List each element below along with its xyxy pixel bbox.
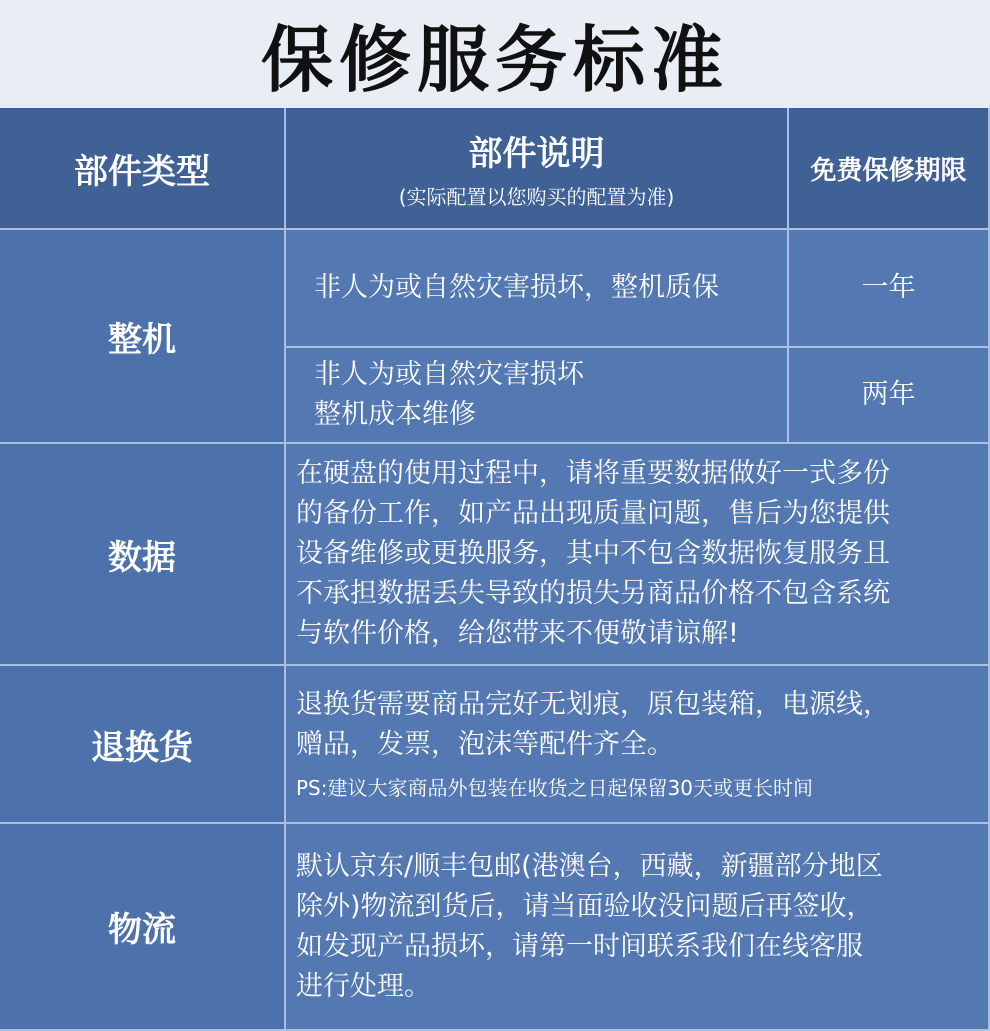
- machine-period-2-label: 两年: [861, 379, 916, 410]
- header-part-type: [0, 108, 286, 230]
- data-line-1: 在硬盘的使用过程中，请将重要数据做好一式多份: [296, 458, 890, 489]
- category-logistics: [0, 824, 286, 1031]
- category-machine-label: 整机: [108, 319, 176, 360]
- returns-line-2: 赠品，发票，泡沫等配件齐全。: [296, 729, 674, 760]
- category-data-label: 数据: [108, 537, 176, 578]
- category-returns-label: 退换货: [91, 727, 193, 768]
- machine-period-1-label: 一年: [861, 272, 916, 303]
- header-part-description-note: (实际配置以您购买的配置为准): [398, 185, 675, 209]
- machine-period-2: [789, 348, 990, 444]
- logistics-line-4: 进行处理。: [296, 970, 431, 1002]
- header-warranty-period: [789, 108, 990, 230]
- category-data: [0, 444, 286, 666]
- returns-ps-note: PS:建议大家商品外包装在收货之日起保留30天或更长时间: [296, 776, 813, 800]
- page-title: 保修服务标准: [260, 18, 729, 102]
- logistics-line-3: 如发现产品损坏，请第一时间联系我们在线客服: [296, 930, 863, 962]
- category-returns: [0, 666, 286, 824]
- data-line-5: 与软件价格，给您带来不便敬请谅解!: [296, 618, 739, 649]
- warranty-table: [0, 108, 990, 1031]
- machine-desc-2: [286, 348, 789, 444]
- machine-desc-2-line-1: 非人为或自然灾害损坏: [314, 359, 584, 390]
- machine-desc-1-line-1: 非人为或自然灾害损坏，整机质保: [314, 272, 719, 303]
- data-description: [286, 444, 990, 666]
- header-part-description: [286, 108, 789, 230]
- category-machine: [0, 230, 286, 444]
- header-warranty-period-label: 免费保修期限: [810, 155, 967, 186]
- returns-line-1: 退换货需要商品完好无划痕，原包装箱，电源线，: [296, 689, 890, 720]
- machine-period-1: [789, 230, 990, 348]
- machine-desc-2-line-2: 整机成本维修: [314, 399, 476, 430]
- logistics-line-2: 除外)物流到货后，请当面验收没问题后再签收，: [296, 890, 874, 922]
- logistics-line-1: 默认京东/顺丰包邮(港澳台，西藏，新疆部分地区: [296, 850, 883, 882]
- category-logistics-label: 物流: [108, 910, 176, 950]
- data-line-4: 不承担数据丢失导致的损失另商品价格不包含系统: [296, 578, 890, 609]
- returns-description: [286, 666, 990, 824]
- data-line-3: 设备维修或更换服务，其中不包含数据恢复服务且: [296, 538, 890, 569]
- header-part-type-label: 部件类型: [74, 151, 210, 192]
- header-part-description-label: 部件说明: [468, 134, 605, 174]
- machine-desc-1: [286, 230, 789, 348]
- logistics-description: [286, 824, 990, 1031]
- data-line-2: 的备份工作，如产品出现质量问题，售后为您提供: [296, 498, 890, 529]
